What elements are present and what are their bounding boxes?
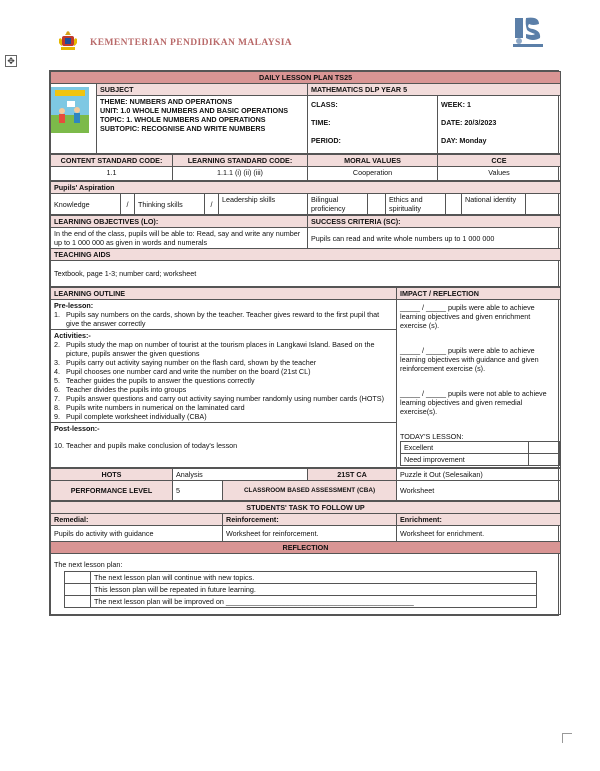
rating-excellent-label: Excellent <box>401 442 529 454</box>
topic-text: TOPIC: 1. WHOLE NUMBERS AND OPERATIONS <box>100 115 266 124</box>
aspiration-thinking: Thinking skills <box>135 194 205 215</box>
enrichment-label: Enrichment: <box>397 514 561 526</box>
reflection-label: REFLECTION <box>51 542 561 554</box>
next-plan-checkbox[interactable] <box>65 572 91 584</box>
plan-header-table <box>50 71 561 154</box>
standards-table <box>50 154 561 181</box>
step-number: 3. <box>54 358 60 367</box>
next-plan-label: The next lesson plan: <box>54 560 123 569</box>
step-number: 4. <box>54 367 60 376</box>
step-text: Teacher and pupils make conclusion of today's lesson <box>66 441 238 450</box>
outline-step <box>54 340 393 358</box>
rating-excellent-checkbox[interactable] <box>529 442 560 454</box>
school-brand-logo-icon <box>509 14 547 50</box>
lo-text: In the end of the class, pupils will be able to: Read, say and write any number up to 1 000 000 as given in words and numerals <box>51 228 308 249</box>
next-plan-section <box>51 554 561 615</box>
outline-step <box>54 310 393 328</box>
week-date-day <box>438 96 561 154</box>
outline-step <box>54 394 393 403</box>
performance-level-value: 5 <box>173 481 223 501</box>
date-text: DATE: 20/3/2023 <box>441 118 497 127</box>
next-plan-checkbox[interactable] <box>65 596 91 608</box>
remedial-text: Pupils do activity with guidance <box>51 526 223 542</box>
step-text: Pupil chooses one number card and write the number on the board (21st CL) <box>66 367 311 376</box>
enrichment-text: Worksheet for enrichment. <box>397 526 561 542</box>
step-text: Pupils study the map on number of tourist at the tourism places in Langkawi Island. Based on the picture, pupils answer the given questions <box>66 340 375 358</box>
step-text: Pupils write numbers in numerical on the laminated card <box>66 403 245 412</box>
step-number: 1. <box>54 310 60 319</box>
step-number: 8. <box>54 403 60 412</box>
plan-title: DAILY LESSON PLAN TS25 <box>51 72 561 84</box>
aspiration-bilingual: Bilingual proficiency <box>308 194 368 215</box>
textbook-cover-image <box>51 87 89 133</box>
cba-label: CLASSROOM BASED ASSESSMENT (CBA) <box>223 481 397 501</box>
cba-value: Worksheet <box>397 481 561 501</box>
aspiration-tick-thinking: / <box>205 194 219 215</box>
outline-table <box>50 287 561 468</box>
reflection-reinforcement: _____ / _____ pupils were able to achieve learning objectives with guidance and given reinforcement exercise (s). <box>400 346 539 373</box>
step-text: Teacher guides the pupils to answer the questions correctly <box>66 376 255 385</box>
aspiration-knowledge: Knowledge <box>51 194 121 215</box>
step-number: 6. <box>54 385 60 394</box>
aspiration-tick-national <box>526 194 561 215</box>
step-number: 5. <box>54 376 60 385</box>
learning-standard-label: LEARNING STANDARD CODE: <box>173 155 308 167</box>
content-standard-value: 1.1 <box>51 167 173 181</box>
aspiration-label: Pupils' Aspiration <box>51 182 561 194</box>
aspiration-tick-ethics <box>446 194 462 215</box>
next-plan-option[interactable] <box>65 584 537 596</box>
outline-step <box>54 403 393 412</box>
step-text: Pupils say numbers on the cards, shown by the teacher. Teacher gives reward to the first pupil that give the answer correctly <box>66 310 380 328</box>
learning-outline-label: LEARNING OUTLINE <box>51 288 397 300</box>
reflection-remedial: _____ / _____ pupils were not able to achieve learning objectives and given remedial exercise(s). <box>400 389 547 416</box>
teaching-aids-label: TEACHING AIDS <box>51 249 561 261</box>
move-handle-icon[interactable]: ✥ <box>5 55 17 67</box>
ministry-name: KEMENTERIAN PENDIDIKAN MALAYSIA <box>90 38 293 48</box>
outline-step <box>54 358 393 367</box>
step-text: Teacher divides the pupils into groups <box>66 385 187 394</box>
activities-label: Activities:- <box>54 331 91 340</box>
reinforcement-text: Worksheet for reinforcement. <box>223 526 397 542</box>
step-number: 9. <box>54 412 60 421</box>
class-time-period <box>308 96 438 154</box>
todays-lesson-label: TODAY'S LESSON: <box>400 432 464 441</box>
next-plan-option[interactable] <box>65 572 537 584</box>
rating-improvement-label: Need improvement <box>401 454 529 466</box>
aspiration-national: National identity <box>462 194 526 215</box>
next-plan-option-text: The next lesson plan will continue with new topics. <box>91 572 537 584</box>
step-text: Pupils carry out activity saying number on the flash card, shown by the teacher <box>66 358 317 367</box>
aspiration-tick-knowledge: / <box>121 194 135 215</box>
followup-label: STUDENTS' TASK TO FOLLOW UP <box>51 502 561 514</box>
theme-text: THEME: NUMBERS AND OPERATIONS <box>100 97 233 106</box>
assessment-table <box>50 468 561 501</box>
sc-label: SUCCESS CRITERIA (SC): <box>308 216 561 228</box>
subject-value: MATHEMATICS DLP YEAR 5 <box>308 84 561 96</box>
subtopic-text: SUBTOPIC: RECOGNISE AND WRITE NUMBERS <box>100 124 266 133</box>
pre-lesson-label: Pre-lesson: <box>54 301 94 310</box>
followup-table <box>50 501 561 615</box>
teaching-aids-text: Textbook, page 1-3; number card; worksheet <box>51 261 561 287</box>
textbook-cover-cell <box>51 84 97 154</box>
moral-values-value: Cooperation <box>308 167 438 181</box>
objectives-table <box>50 215 561 287</box>
lo-label: LEARNING OBJECTIVES (LO): <box>51 216 308 228</box>
outline-step <box>54 441 393 450</box>
hots-label: HOTS <box>51 469 173 481</box>
hots-value: Analysis <box>173 469 308 481</box>
lesson-plan-document <box>49 70 559 616</box>
step-number: 2. <box>54 340 60 349</box>
step-text: Pupils answer questions and carry out activity saying number randomly using number cards (HOTS) <box>66 394 384 403</box>
aspiration-tick-bilingual <box>368 194 386 215</box>
sc-text: Pupils can read and write whole numbers up to 1 000 000 <box>308 228 561 249</box>
step-number: 10. <box>54 441 64 450</box>
next-plan-checkbox[interactable] <box>65 584 91 596</box>
cce-value: Values <box>438 167 561 181</box>
unit-text: UNIT: 1.0 WHOLE NUMBERS AND BASIC OPERATIONS <box>100 106 289 115</box>
content-standard-label: CONTENT STANDARD CODE: <box>51 155 173 167</box>
subject-label: SUBJECT <box>97 84 308 96</box>
period-label: PERIOD: <box>311 136 341 145</box>
outline-step <box>54 376 393 385</box>
outline-step <box>54 412 393 421</box>
moral-values-label: MORAL VALUES <box>308 155 438 167</box>
aspiration-table <box>50 181 561 215</box>
aspiration-ethics: Ethics and spirituality <box>386 194 446 215</box>
malaysia-coat-of-arms-icon <box>56 29 80 53</box>
class-label: CLASS: <box>311 100 338 109</box>
post-lesson-label: Post-lesson:- <box>54 424 100 433</box>
aspiration-leadership: Leadership skills <box>219 194 308 215</box>
page-corner-mark <box>562 733 572 743</box>
week-text: WEEK: 1 <box>441 100 471 109</box>
remedial-label: Remedial: <box>51 514 223 526</box>
time-label: TIME: <box>311 118 331 127</box>
reinforcement-label: Reinforcement: <box>223 514 397 526</box>
todays-lesson-rating <box>400 441 560 466</box>
reflection-body <box>397 300 561 468</box>
rating-improvement-checkbox[interactable] <box>529 454 560 466</box>
performance-level-label: PERFORMANCE LEVEL <box>51 481 173 501</box>
reflection-enrichment: _____ / _____ pupils were able to achieve learning objectives and given enrichment exercise (s). <box>400 303 535 330</box>
learning-standard-value: 1.1.1 (i) (ii) (iii) <box>173 167 308 181</box>
next-plan-option[interactable] <box>65 596 537 608</box>
next-plan-options <box>64 571 537 608</box>
impact-reflection-label: IMPACT / REFLECTION <box>397 288 561 300</box>
outline-body <box>51 300 397 468</box>
cce-label: CCE <box>438 155 561 167</box>
day-text: DAY: Monday <box>441 136 487 145</box>
activities-list <box>54 340 393 421</box>
step-number: 7. <box>54 394 60 403</box>
outline-step <box>54 367 393 376</box>
next-plan-option-text: This lesson plan will be repeated in future learning. <box>91 584 537 596</box>
outline-step <box>54 385 393 394</box>
ca-value: Puzzle it Out (Selesaikan) <box>397 469 561 481</box>
pre-lesson-list <box>54 310 393 328</box>
ca-label: 21ST CA <box>308 469 397 481</box>
next-plan-option-text: The next lesson plan will be improved on _______________________________________________ <box>91 596 537 608</box>
post-lesson-list <box>54 441 393 450</box>
step-text: Pupil complete worksheet individually (CBA) <box>66 412 207 421</box>
subject-details <box>97 96 308 154</box>
